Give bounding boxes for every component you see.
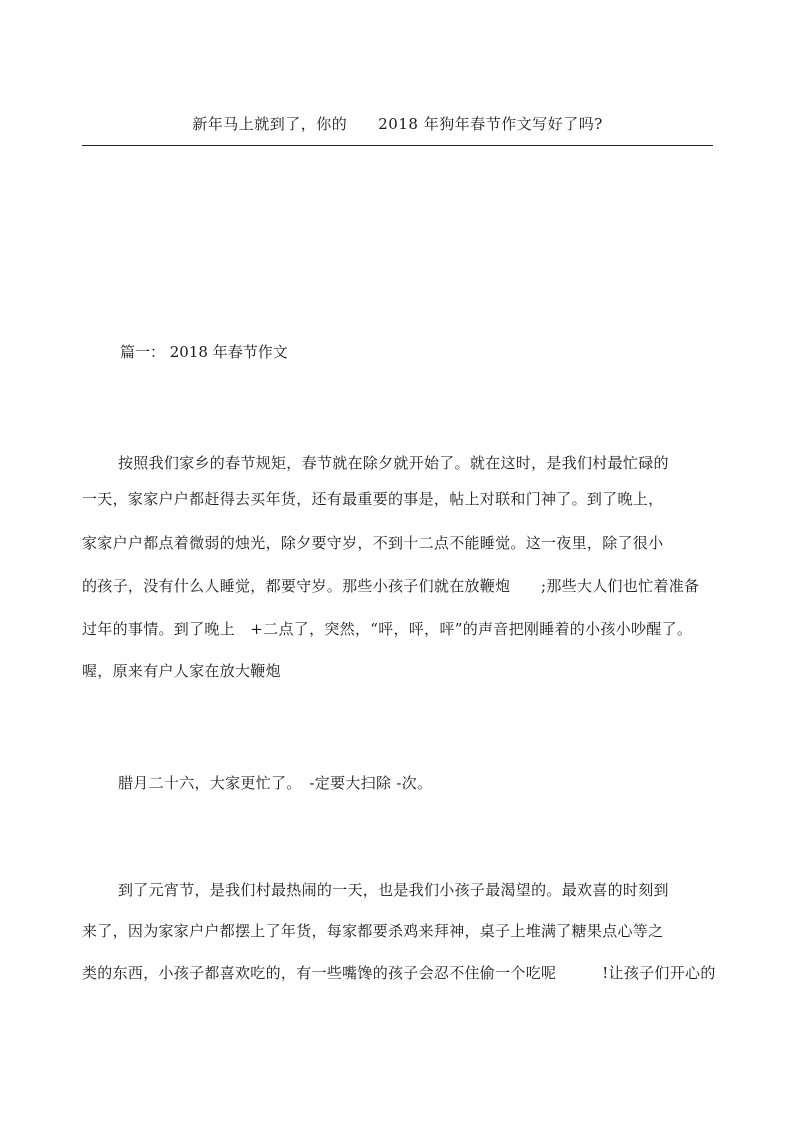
paragraph-line: 按照我们家乡的春节规矩，春节就在除夕就开始了。就在这时，是我们村最忙碌的 [118,454,669,472]
paragraph-line: 家家户户都点着微弱的烛光，除夕要守岁，不到十二点不能睡觉。这一夜里，除了很小 [82,534,664,552]
paragraph-line: 来了，因为家家户户都摆上了年货，每家都要杀鸡来拜神，桌子上堆满了糖果点心等之 [82,922,664,940]
paragraph-line: 喔，原来有户人家在放大鞭炮 [82,662,281,680]
paragraph-line: 腊月二十六，大家更忙了。 -定要大扫除 -次。 [118,774,433,792]
paragraph-line: 的孩子，没有什么人睡觉，都要守岁。那些小孩子们就在放鞭炮 ;那些大人们也忙着准备 [82,577,700,595]
document-title: 新年马上就到了，你的 2018 年狗年春节作文写好了吗? [192,115,603,133]
paragraph-line: 类的东西，小孩子都喜欢吃的，有一些嘴馋的孩子会忍不住偷一个吃呢 !让孩子们开心的 [82,964,716,982]
paragraph-line: 到了元宵节，是我们村最热闹的一天，也是我们小孩子最渴望的。最欢喜的时刻到 [118,881,669,899]
paragraph-line: 一天，家家户户都赶得去买年货，还有最重要的事是，帖上对联和门神了。到了晚上， [82,490,664,508]
title-rule [82,145,713,146]
section-heading: 篇一： 2018 年春节作文 [120,343,288,361]
paragraph-line: 过年的事情。到了晚上 +二点了，突然，“呯，呯，呯”的声音把刚睡着的小孩小吵醒了。 [82,620,693,638]
